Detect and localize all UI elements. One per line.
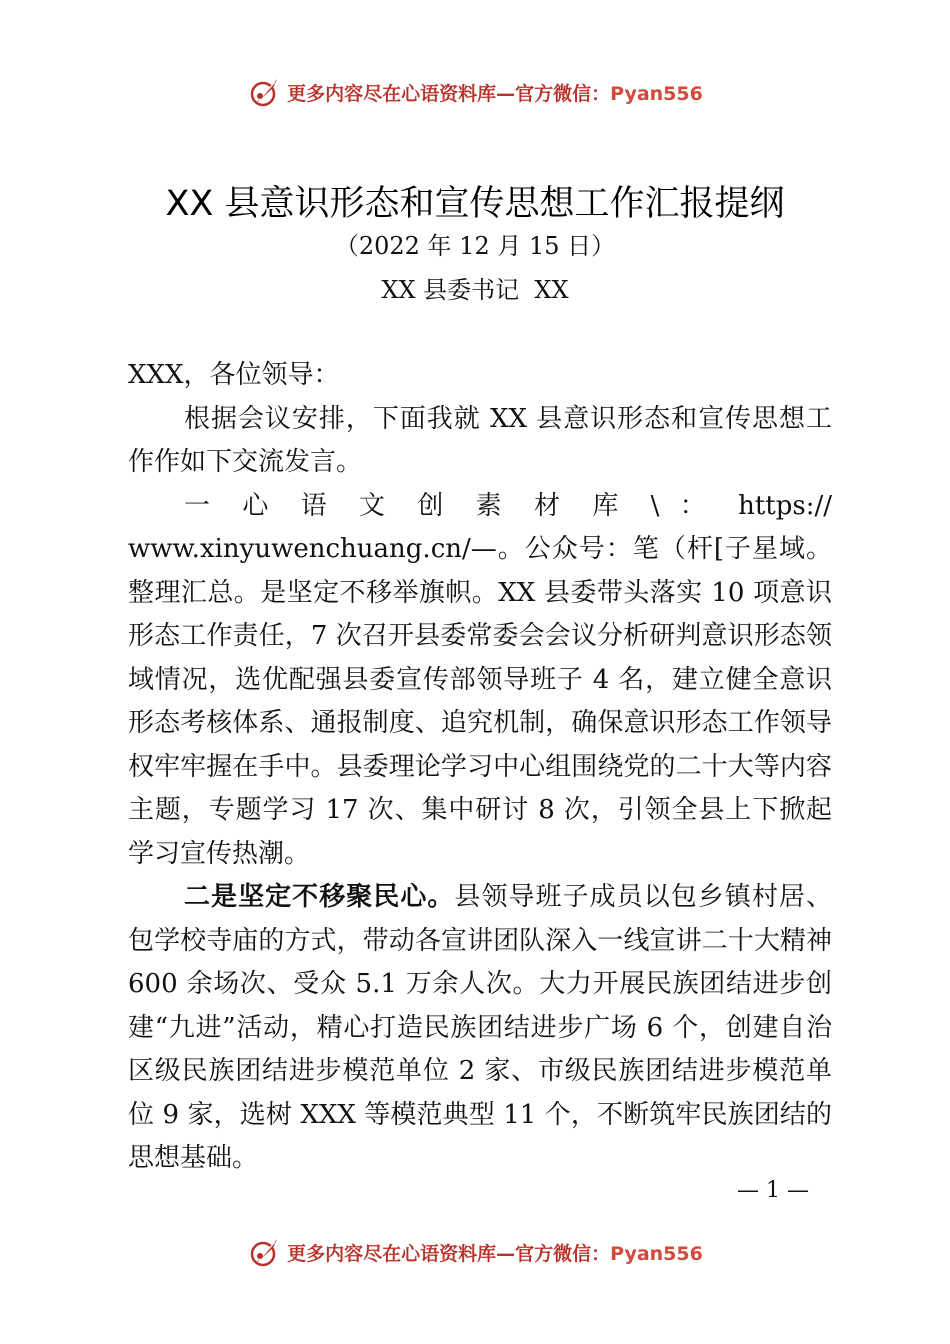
header-banner — [0, 72, 950, 112]
footer-banner — [0, 1232, 950, 1272]
document-title: XX 县意识形态和宣传思想工作汇报提纲 — [165, 184, 785, 224]
document-date: （2022 年 12 月 15 日） — [334, 232, 616, 260]
page-number: — 1 — — [737, 1178, 809, 1203]
banner-text: 更多内容尽在心语资料库—官方微信：Pyan556 — [287, 1242, 703, 1265]
intro-paragraph: 根据会议安排，下面我就 XX 县意识形态和宣传思想工作作如下交流发言。 — [128, 403, 832, 477]
paragraph-2 — [128, 876, 832, 1181]
quill-pen-logo-icon — [247, 74, 283, 110]
salutation: XXX，各位领导： — [128, 360, 340, 390]
paragraph-2-lead: 二是坚定不移聚民心。 — [184, 882, 455, 912]
wechat-id: Pyan556 — [610, 82, 703, 105]
quill-pen-logo-icon — [247, 1234, 283, 1270]
document-body — [128, 354, 832, 1181]
paragraph-1: www.xinyuwenchuang.cn/—。公众号：笔（杆[子星域。整理汇总。是坚定不移举旗帜。XX 县委带头落实 10 项意识形态工作责任，7 次召开县委常委会会议分析研判意识形态领域情况，选优配强县委宣传部领导班子 4 名，建立健全意识形态考核体系、通报制度、追究机制，确保意识形态工作领导权牢牢握在手中。县委理论学习中心组围绕党的二十大等内容主题，专题学习 17 次、集中研讨 8 次，引领全县上下掀起学习宣传热潮。 — [128, 534, 832, 869]
document-author: XX 县委书记 XX — [381, 276, 569, 304]
wechat-id: Pyan556 — [610, 1242, 703, 1265]
paragraph-1-first-line: 一 心 语 文 创 素 材 库 \ ： https:// — [184, 490, 832, 521]
paragraph-2-body: 县领导班子成员以包乡镇村居、包学校寺庙的方式，带动各宣讲团队深入一线宣讲二十大精神 600 余场次、受众 5.1 万余人次。大力开展民族团结进步创建“九进”活动，精心打造民族团结进步广场 6 个，创建自治区级民族团结进步模范单位 2 家、市级民族团结进步模范单位 9 家，选树 XXX 等模范典型 11 个，不断筑牢民族团结的思想基础。 — [128, 882, 832, 1173]
banner-text: 更多内容尽在心语资料库—官方微信：Pyan556 — [287, 82, 703, 105]
